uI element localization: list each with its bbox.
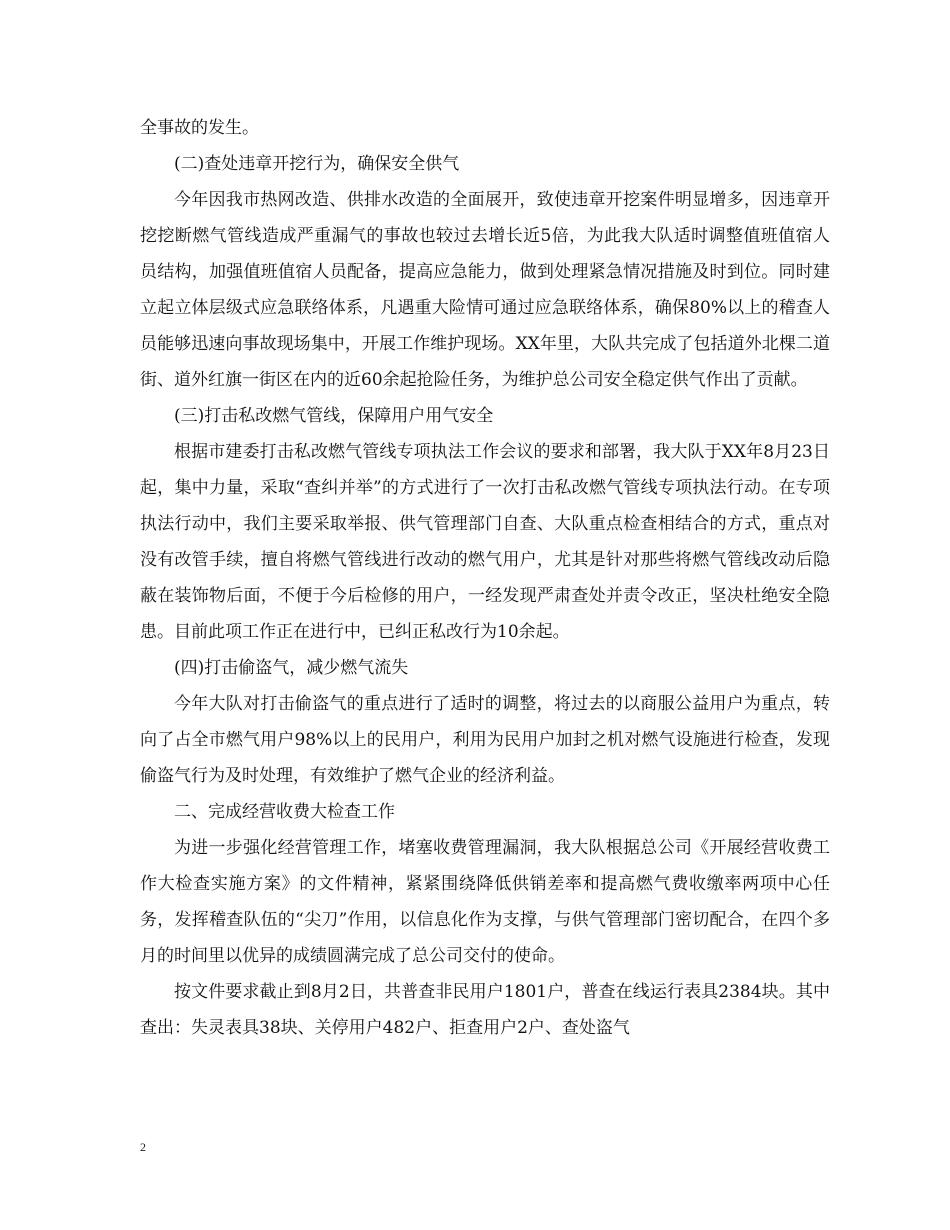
page-number: 2 [140, 1140, 146, 1154]
paragraph-continuation: 全事故的发生。 [140, 118, 259, 138]
section-heading-4: (四)打击偷盗气，减少燃气流失 [174, 658, 409, 678]
section-heading-2: (二)查处违章开挖行为，确保安全供气 [174, 154, 460, 174]
section-heading-3: (三)打击私改燃气管线，保障用户用气安全 [174, 406, 494, 426]
paragraph-illegal-excavation: 今年因我市热网改造、供排水改造的全面展开，致使违章开挖案件明显增多，因违章开挖挖断燃气管线造成严重漏气的事故也较过去增长近5倍，为此我大队适时调整值班值宿人员结构，加强值班值宿人员配备，提高应急能力，做到处理紧急情况措施及时到位。同时建立起立体层级式应急联络体系，凡遇重大险情可通过应急联络体系，确保80%以上的稽查人员能够迅速向事故现场集中，开展工作维护现场。XX年里，大队共完成了包括道外北棵二道街、道外红旗一街区在内的近60余起抢险任务，为维护总公司安全稳定供气作出了贡献。 [140, 190, 830, 390]
paragraph-survey-results: 按文件要求截止到8月2日，共普查非民用户1801户，普查在线运行表具2384块。其中查出：失灵表具38块、关停用户482户、拒查用户2户、查处盗气 [140, 982, 830, 1038]
section-heading-part-2: 二、完成经营收费大检查工作 [174, 802, 395, 822]
body-text [140, 110, 830, 1046]
paragraph-private-modification: 根据市建委打击私改燃气管线专项执法工作会议的要求和部署，我大队于XX年8月23日起，集中力量，采取“查纠并举”的方式进行了一次打击私改燃气管线专项执法行动。在专项执法行动中，我们主要采取举报、供气管理部门自查、大队重点检查相结合的方式，重点对没有改管手续，擅自将燃气管线进行改动的燃气用户，尤其是针对那些将燃气管线改动后隐蔽在装饰物后面，不便于今后检修的用户，一经发现严肃查处并责令改正，坚决杜绝安全隐患。目前此项工作正在进行中，已纠正私改行为10余起。 [140, 442, 830, 642]
paragraph-fee-inspection: 为进一步强化经营管理工作，堵塞收费管理漏洞，我大队根据总公司《开展经营收费工作大检查实施方案》的文件精神，紧紧围绕降低供销差率和提高燃气费收缴率两项中心任务，发挥稽查队伍的“尖刀”作用，以信息化作为支撑，与供气管理部门密切配合，在四个多月的时间里以优异的成绩圆满完成了总公司交付的使命。 [140, 838, 830, 966]
paragraph-gas-theft: 今年大队对打击偷盗气的重点进行了适时的调整，将过去的以商服公益用户为重点，转向了占全市燃气用户98%以上的民用户，利用为民用户加封之机对燃气设施进行检查，发现偷盗气行为及时处理，有效维护了燃气企业的经济利益。 [140, 694, 830, 786]
